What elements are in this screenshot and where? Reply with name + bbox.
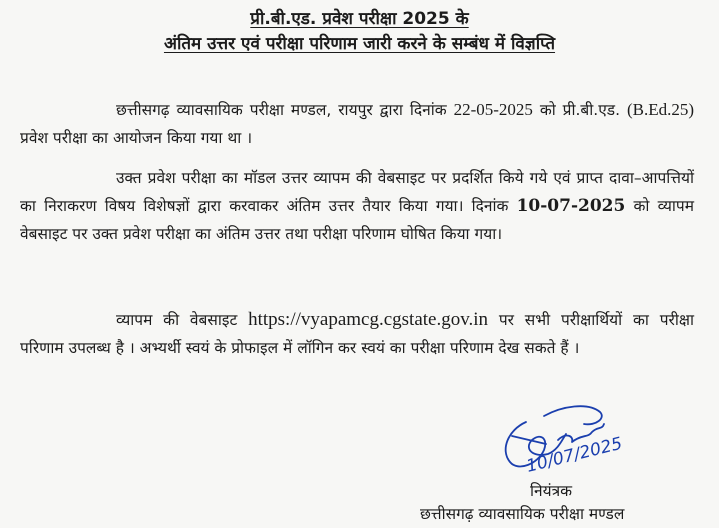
signatory-organization: छत्तीसगढ़ व्यावसायिक परीक्षा मण्डल — [420, 505, 625, 523]
para2-text-a: उक्त प्रवेश परीक्षा का मॉडल उत्तर व्यापम की वेबसाइट पर प्रदर्शित किये गये एवं प्राप्त दावा–आपत्तियों का निराकरण विषय विशेषज्ञों द्वारा करवाकर अंतिम उत्तर तैयार किया गया। दिनांक — [20, 169, 694, 215]
paragraph-website — [20, 306, 694, 362]
paragraph-exam-conducted — [20, 96, 694, 152]
notice-title-line1: प्री.बी.एड. प्रवेश परीक्षा 2025 के — [250, 9, 469, 29]
exam-code: (B.Ed.25) — [626, 100, 694, 119]
exam-date: 22-05-2025 — [453, 100, 533, 119]
para1-text-c: प्रवेश परीक्षा का आयोजन किया गया था । — [20, 129, 253, 147]
para3-text-a: व्यापम की वेबसाइट — [116, 311, 249, 329]
notice-title-line2: अंतिम उत्तर एवं परीक्षा परिणाम जारी करने के सम्बंध में विज्ञप्ति — [163, 34, 556, 54]
handwritten-signature — [492, 392, 672, 482]
signature-date: 10/07/2025 — [524, 433, 625, 477]
para1-text-a: छत्तीसगढ़ व्यावसायिक परीक्षा मण्डल, रायपुर द्वारा दिनांक — [116, 101, 454, 119]
paragraph-final-answer — [20, 164, 694, 248]
result-date: 10-07-2025 — [516, 196, 626, 216]
signatory-title: नियंत्रक — [530, 482, 573, 500]
para3-text-b: पर सभी परीक्षार्थियों का परीक्षा परिणाम उपलब्ध है । अभ्यर्थी स्वयं के प्रोफाइल में लॉगिन कर स्वयं का परीक्षा परिणाम देख सकते हैं । — [20, 311, 694, 357]
website-url[interactable]: https://vyapamcg.cgstate.gov.in — [248, 309, 489, 330]
para1-text-b: को प्री.बी.एड. — [532, 101, 627, 119]
para2-text-b: को व्यापम वेबसाइट पर उक्त प्रवेश परीक्षा का अंतिम उत्तर तथा परीक्षा परिणाम घोषित किया गया। — [20, 197, 694, 243]
